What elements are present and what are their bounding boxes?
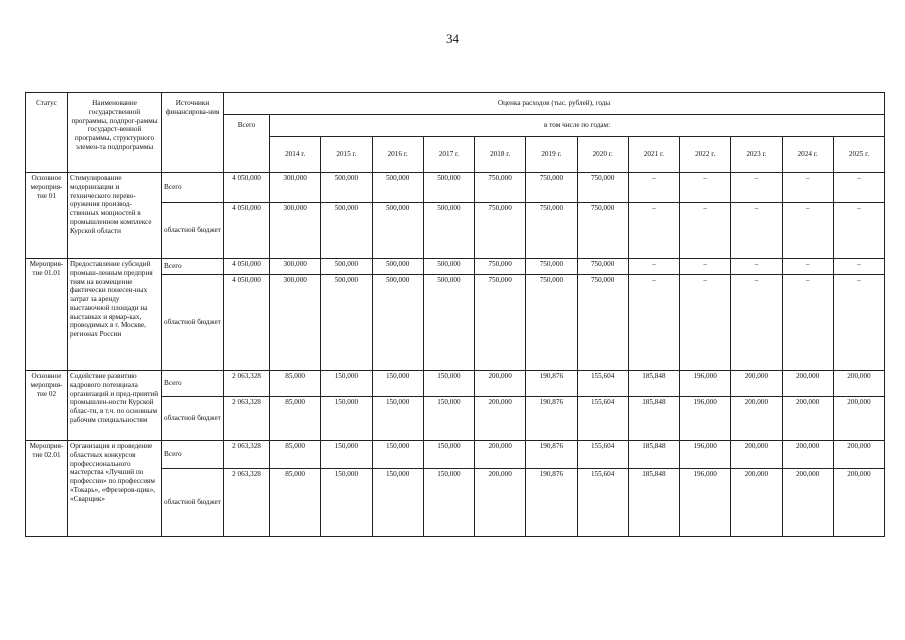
table-row bbox=[26, 371, 885, 397]
row-source: областной бюджет bbox=[162, 203, 224, 259]
row-total: 2 063,328 bbox=[224, 469, 270, 537]
row-year-value: – bbox=[833, 173, 884, 203]
row-status: Основное мероприя-тие 01 bbox=[26, 173, 68, 259]
row-year-value: – bbox=[680, 275, 731, 371]
row-year-value: – bbox=[782, 275, 833, 371]
row-year-value: – bbox=[628, 203, 679, 259]
header-total: Всего bbox=[224, 115, 270, 173]
row-source: областной бюджет bbox=[162, 469, 224, 537]
row-year-value: – bbox=[731, 173, 782, 203]
row-year-value: 150,000 bbox=[423, 397, 474, 441]
row-year-value: 200,000 bbox=[833, 441, 884, 469]
row-year-value: 200,000 bbox=[782, 397, 833, 441]
header-year: 2015 г. bbox=[321, 137, 372, 173]
row-year-value: 500,000 bbox=[423, 203, 474, 259]
header-year: 2022 г. bbox=[680, 137, 731, 173]
row-source: Всего bbox=[162, 259, 224, 275]
row-status: Основное мероприя-тие 02 bbox=[26, 371, 68, 441]
row-year-value: 200,000 bbox=[782, 371, 833, 397]
row-year-value: 300,000 bbox=[270, 259, 321, 275]
row-total: 4 050,000 bbox=[224, 173, 270, 203]
row-year-value: 185,848 bbox=[628, 441, 679, 469]
row-year-value: 150,000 bbox=[423, 469, 474, 537]
row-year-value: 200,000 bbox=[833, 397, 884, 441]
row-year-value: 200,000 bbox=[731, 397, 782, 441]
row-year-value: 750,000 bbox=[475, 275, 526, 371]
row-year-value: – bbox=[731, 259, 782, 275]
row-year-value: – bbox=[782, 203, 833, 259]
row-year-value: – bbox=[628, 173, 679, 203]
row-year-value: 155,604 bbox=[577, 397, 628, 441]
row-year-value: 500,000 bbox=[321, 203, 372, 259]
row-year-value: 196,000 bbox=[680, 397, 731, 441]
row-year-value: 150,000 bbox=[423, 441, 474, 469]
row-year-value: – bbox=[731, 203, 782, 259]
row-year-value: – bbox=[833, 275, 884, 371]
row-year-value: 196,000 bbox=[680, 441, 731, 469]
header-including: в том числе по годам: bbox=[270, 115, 885, 137]
row-year-value: 200,000 bbox=[731, 469, 782, 537]
header-estimate: Оценка расходов (тыс. рублей), годы bbox=[224, 93, 885, 115]
page-number: 34 bbox=[446, 31, 459, 46]
row-year-value: 155,604 bbox=[577, 441, 628, 469]
row-year-value: 200,000 bbox=[475, 371, 526, 397]
row-year-value: 750,000 bbox=[577, 173, 628, 203]
header-year: 2025 г. bbox=[833, 137, 884, 173]
row-total: 2 063,328 bbox=[224, 371, 270, 397]
row-year-value: 300,000 bbox=[270, 173, 321, 203]
row-year-value: 185,848 bbox=[628, 397, 679, 441]
row-year-value: 155,604 bbox=[577, 371, 628, 397]
row-year-value: – bbox=[680, 173, 731, 203]
row-year-value: – bbox=[782, 173, 833, 203]
header-year: 2023 г. bbox=[731, 137, 782, 173]
row-name: Содействие развитию кадрового потенциала организаций и пред-приятий промышлен-ности Курской облас-ти, в т.ч. по основным рабочим специальностям bbox=[68, 371, 162, 441]
row-year-value: 155,604 bbox=[577, 469, 628, 537]
row-year-value: 750,000 bbox=[526, 173, 577, 203]
row-year-value: 750,000 bbox=[577, 203, 628, 259]
row-year-value: 750,000 bbox=[526, 259, 577, 275]
row-year-value: 85,000 bbox=[270, 469, 321, 537]
header-year: 2019 г. bbox=[526, 137, 577, 173]
row-year-value: 200,000 bbox=[475, 469, 526, 537]
row-year-value: 200,000 bbox=[475, 441, 526, 469]
row-year-value: 190,876 bbox=[526, 371, 577, 397]
row-year-value: 200,000 bbox=[731, 441, 782, 469]
header-year: 2016 г. bbox=[372, 137, 423, 173]
row-source: областной бюджет bbox=[162, 397, 224, 441]
row-source: областной бюджет bbox=[162, 275, 224, 371]
row-total: 4 050,000 bbox=[224, 259, 270, 275]
row-year-value: 500,000 bbox=[423, 173, 474, 203]
row-year-value: 196,000 bbox=[680, 469, 731, 537]
row-year-value: 500,000 bbox=[372, 259, 423, 275]
row-year-value: 750,000 bbox=[526, 275, 577, 371]
row-year-value: – bbox=[680, 203, 731, 259]
row-year-value: 150,000 bbox=[321, 441, 372, 469]
row-year-value: – bbox=[731, 275, 782, 371]
row-year-value: 500,000 bbox=[321, 275, 372, 371]
row-year-value: 500,000 bbox=[423, 259, 474, 275]
header-source: Источники финансирова-ния bbox=[162, 93, 224, 173]
row-name: Предоставление субсидий промыш-ленным предприя тиям на возмещение фактически понесен-ных затрат за аренду выставочной площади на выставках и ярмар-ках, проводимых в г. Москве, регионах России bbox=[68, 259, 162, 371]
row-year-value: 185,848 bbox=[628, 371, 679, 397]
row-year-value: 196,000 bbox=[680, 371, 731, 397]
row-year-value: 150,000 bbox=[321, 469, 372, 537]
row-total: 4 050,000 bbox=[224, 203, 270, 259]
row-year-value: 85,000 bbox=[270, 371, 321, 397]
row-year-value: – bbox=[833, 203, 884, 259]
row-total: 4 050,000 bbox=[224, 275, 270, 371]
header-year: 2021 г. bbox=[628, 137, 679, 173]
row-year-value: – bbox=[628, 259, 679, 275]
header-year: 2018 г. bbox=[475, 137, 526, 173]
row-status: Мероприя-тие 02.01 bbox=[26, 441, 68, 537]
row-year-value: 500,000 bbox=[372, 275, 423, 371]
row-year-value: 150,000 bbox=[372, 469, 423, 537]
row-year-value: 85,000 bbox=[270, 397, 321, 441]
row-year-value: – bbox=[680, 259, 731, 275]
table-row bbox=[26, 259, 885, 275]
row-year-value: 500,000 bbox=[321, 173, 372, 203]
header-year: 2020 г. bbox=[577, 137, 628, 173]
row-year-value: 150,000 bbox=[321, 397, 372, 441]
row-year-value: 200,000 bbox=[833, 371, 884, 397]
table-body bbox=[26, 173, 885, 537]
row-year-value: 150,000 bbox=[372, 441, 423, 469]
table-row bbox=[26, 441, 885, 469]
header-year: 2024 г. bbox=[782, 137, 833, 173]
row-year-value: 750,000 bbox=[475, 259, 526, 275]
header-year: 2014 г. bbox=[270, 137, 321, 173]
row-year-value: 500,000 bbox=[372, 173, 423, 203]
row-year-value: – bbox=[628, 275, 679, 371]
table-row bbox=[26, 173, 885, 203]
row-year-value: 200,000 bbox=[833, 469, 884, 537]
row-year-value: 150,000 bbox=[423, 371, 474, 397]
row-year-value: 200,000 bbox=[782, 469, 833, 537]
row-year-value: 500,000 bbox=[372, 203, 423, 259]
row-year-value: 190,876 bbox=[526, 397, 577, 441]
row-source: Всего bbox=[162, 371, 224, 397]
budget-table bbox=[25, 92, 885, 537]
row-total: 2 063,328 bbox=[224, 441, 270, 469]
row-year-value: – bbox=[782, 259, 833, 275]
row-year-value: 190,876 bbox=[526, 469, 577, 537]
header-name: Наименование государственной программы, подпрог-раммы государст-венной программы, структурного элемен-та подпрограммы bbox=[68, 93, 162, 173]
row-year-value: 500,000 bbox=[423, 275, 474, 371]
row-year-value: 200,000 bbox=[475, 397, 526, 441]
row-year-value: 150,000 bbox=[321, 371, 372, 397]
row-name: Организация и проведение областных конкурсов профессионального мастерства «Лучший по профессии» по профессиям «Токарь», «Фрезеров-щик», «Сварщик» bbox=[68, 441, 162, 537]
row-year-value: – bbox=[833, 259, 884, 275]
row-year-value: 750,000 bbox=[577, 275, 628, 371]
row-year-value: 750,000 bbox=[526, 203, 577, 259]
row-status: Мероприя-тие 01.01 bbox=[26, 259, 68, 371]
row-year-value: 200,000 bbox=[782, 441, 833, 469]
row-year-value: 500,000 bbox=[321, 259, 372, 275]
row-year-value: 185,848 bbox=[628, 469, 679, 537]
row-year-value: 150,000 bbox=[372, 397, 423, 441]
row-year-value: 300,000 bbox=[270, 275, 321, 371]
row-source: Всего bbox=[162, 173, 224, 203]
row-source: Всего bbox=[162, 441, 224, 469]
row-year-value: 85,000 bbox=[270, 441, 321, 469]
row-year-value: 300,000 bbox=[270, 203, 321, 259]
row-year-value: 150,000 bbox=[372, 371, 423, 397]
header-year: 2017 г. bbox=[423, 137, 474, 173]
row-year-value: 190,876 bbox=[526, 441, 577, 469]
row-year-value: 750,000 bbox=[577, 259, 628, 275]
row-name: Стимулирование модернизации и технического перево-оружения производ-ственных мощностей в промышленном комплексе Курской области bbox=[68, 173, 162, 259]
row-year-value: 750,000 bbox=[475, 203, 526, 259]
row-year-value: 750,000 bbox=[475, 173, 526, 203]
header-status: Статус bbox=[26, 93, 68, 173]
row-total: 2 063,328 bbox=[224, 397, 270, 441]
row-year-value: 200,000 bbox=[731, 371, 782, 397]
